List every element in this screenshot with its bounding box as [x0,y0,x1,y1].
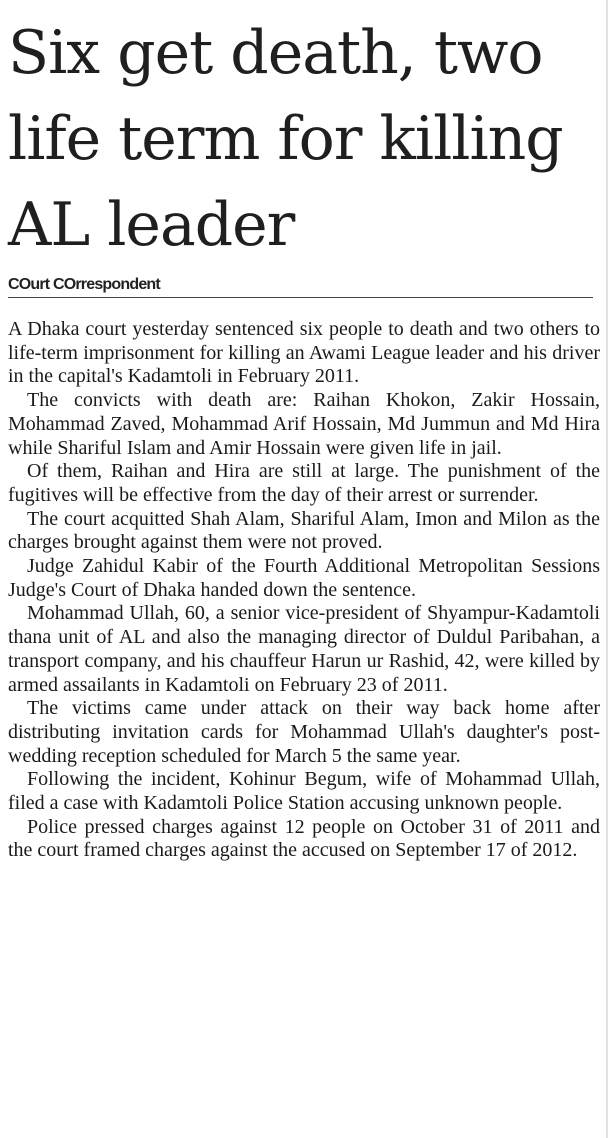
paragraph-5: Judge Zahidul Kabir of the Fourth Additional Metropolitan Sessions Judge's Court of Dhaka handed down the sentence. [8,555,600,601]
headline: Six get death, two life term for killing AL leader [8,18,563,260]
paragraph-9: Police pressed charges against 12 people on October 31 of 2011 and the court framed charges against the accused on September 17 of 2012. [8,815,600,862]
paragraph-2: The convicts with death are: Raihan Khokon, Zakir Hossain, Mohammad Zaved, Mohammad Arif Hossain, Md Jummun and Md Hira while Shariful Islam and Amir Hossain were given life in jail. [8,389,600,459]
paragraph-4: The court acquitted Shah Alam, Shariful Alam, Imon and Milon as the charges brought against them were not proved. [8,507,600,554]
paragraph-1: A Dhaka court yesterday sentenced six people to death and two others to life-term imprisonment for killing an Awami League leader and his driver in the capital's Kadamtoli in February 2011. [8,318,600,388]
paragraph-3: Of them, Raihan and Hira are still at large. The punishment of the fugitives will be effective from the day of their arrest or surrender. [8,460,600,506]
news-article [8,0,600,863]
paragraph-7: The victims came under attack on their way back home after distributing invitation cards for Mohammad Ullah's daughter's post-wedding reception scheduled for March 5 the same year. [8,697,600,767]
page-edge-divider [606,0,608,1138]
byline: COurt COrrespondent [8,276,593,298]
paragraph-8: Following the incident, Kohinur Begum, wife of Mohammad Ullah, filed a case with Kadamtoli Police Station accusing unknown people. [8,768,600,815]
paragraph-6: Mohammad Ullah, 60, a senior vice-president of Shyampur-Kadamtoli thana unit of AL and also the managing director of Duldul Paribahan, a transport company, and his chauffeur Harun ur Rashid, 42, were killed by armed assailants in Kadamtoli on February 23 of 2011. [8,602,600,696]
article-body [8,318,600,863]
